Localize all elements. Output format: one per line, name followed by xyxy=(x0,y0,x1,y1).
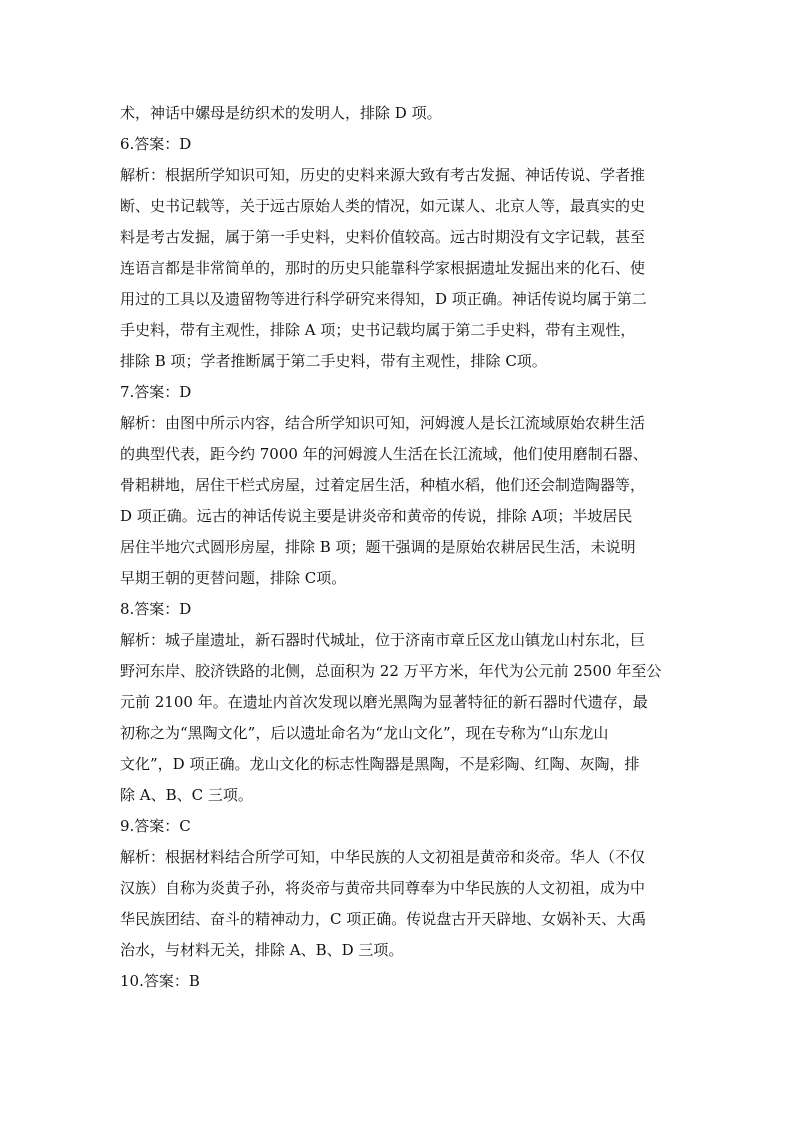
text-line: 华民族团结、奋斗的精神动力，C 项正确。传说盘古开天辟地、女娲补天、大禹 xyxy=(120,910,647,928)
text-line: 解析：根据材料结合所学可知，中华民族的人文初祖是黄帝和炎帝。华人（不仅 xyxy=(120,848,646,866)
text-line: 排除 B 项；学者推断属于第二手史料，带有主观性，排除 C项。 xyxy=(120,352,547,370)
answer-6: 6.答案：D xyxy=(120,135,192,153)
text-line: 解析：城子崖遗址，新石器时代城址，位于济南市章丘区龙山镇龙山村东北，巨 xyxy=(120,631,646,649)
text-line: 野河东岸、胶济铁路的北侧，总面积为 22 万平方米，年代为公元前 2500 年至公 xyxy=(120,662,662,680)
text-line: 骨耜耕地，居住干栏式房屋，过着定居生活，种植水稻，他们还会制造陶器等， xyxy=(120,476,646,494)
text-line: D 项正确。远古的神话传说主要是讲炎帝和黄帝的传说，排除 A项；半坡居民 xyxy=(120,507,633,525)
text-line: 居住半地穴式圆形房屋，排除 B 项；题干强调的是原始农耕居民生活，未说明 xyxy=(120,538,636,556)
text-line: 元前 2100 年。在遗址内首次发现以磨光黑陶为显著特征的新石器时代遗存，最 xyxy=(120,693,648,711)
text-line: 除 A、B、C 三项。 xyxy=(120,786,253,804)
explanation-9 xyxy=(120,842,680,966)
text-line: 解析：根据所学知识可知，历史的史料来源大致有考古发掘、神话传说、学者推 xyxy=(120,166,646,184)
text-line: 文化”，D 项正确。龙山文化的标志性陶器是黑陶，不是彩陶、红陶、灰陶，排 xyxy=(120,755,640,773)
explanation-6 xyxy=(120,160,680,377)
answer-8: 8.答案：D xyxy=(120,600,192,618)
text-line: 术，神话中嫘母是纺织术的发明人，排除 D 项。 xyxy=(120,104,442,122)
text-line: 早期王朝的更替问题，排除 C项。 xyxy=(120,569,347,587)
text-line: 治水，与材料无关，排除 A、B、D 三项。 xyxy=(120,941,404,959)
explanation-8 xyxy=(120,625,680,811)
paragraph-continuation xyxy=(120,98,680,129)
text-line: 解析：由图中所示内容，结合所学知识可知，河姆渡人是长江流域原始农耕生活 xyxy=(120,414,646,432)
text-line: 手史料，带有主观性，排除 A 项；史书记载均属于第二手史料，带有主观性， xyxy=(120,321,636,339)
text-line: 汉族）自称为炎黄子孙，将炎帝与黄帝共同尊奉为中华民族的人文初祖，成为中 xyxy=(120,879,646,897)
answer-9: 9.答案：C xyxy=(120,817,191,835)
answer-10: 10.答案：B xyxy=(120,972,200,990)
document-page xyxy=(120,98,680,997)
text-line: 料是考古发掘，属于第一手史料，史料价值较高。远古时期没有文字记载，甚至 xyxy=(120,228,646,246)
text-line: 用过的工具以及遗留物等进行科学研究来得知，D 项正确。神话传说均属于第二 xyxy=(120,290,647,308)
text-line: 的典型代表，距今约 7000 年的河姆渡人生活在长江流域，他们使用磨制石器、 xyxy=(120,445,648,463)
text-line: 初称之为“黑陶文化”，后以遗址命名为“龙山文化”，现在专称为“山东龙山 xyxy=(120,724,609,742)
explanation-7 xyxy=(120,408,680,594)
text-line: 断、史书记载等，关于远古原始人类的情况，如元谋人、北京人等，最真实的史 xyxy=(120,197,646,215)
answer-7: 7.答案：D xyxy=(120,383,192,401)
text-line: 连语言都是非常简单的，那时的历史只能靠科学家根据遗址发掘出来的化石、使 xyxy=(120,259,646,277)
